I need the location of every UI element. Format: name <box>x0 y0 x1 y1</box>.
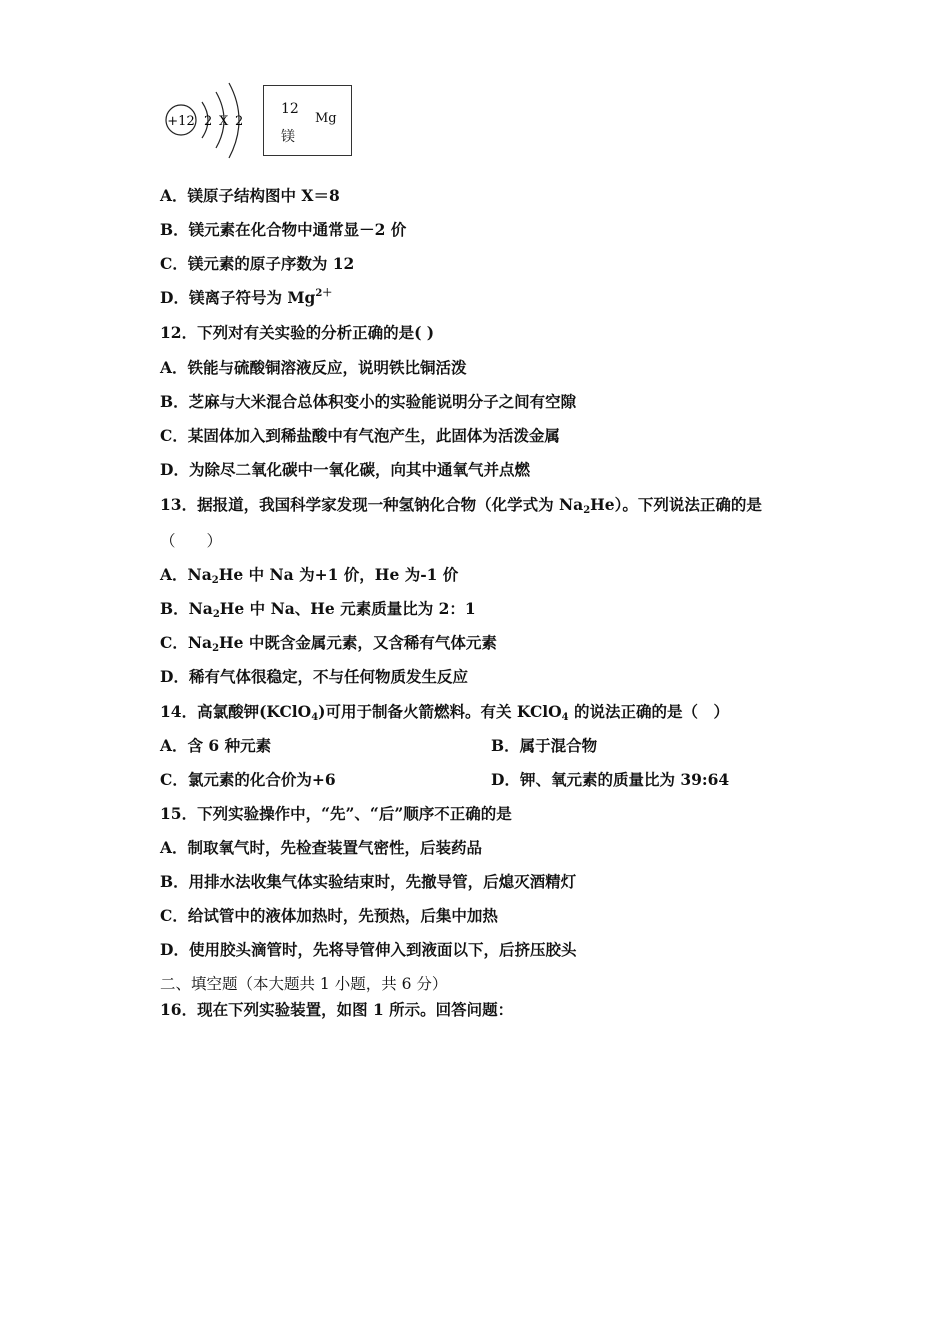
q12-stem: 12．下列对有关实验的分析正确的是( ) <box>160 323 435 342</box>
q11-option-a: A．镁原子结构图中 X＝8 <box>160 186 340 205</box>
q14-option-d: D．钾、氧元素的质量比为 39:64 <box>491 770 730 789</box>
q13-option-a-part1: A．Na <box>160 565 212 584</box>
shell-3-electrons: 2 <box>235 114 244 129</box>
q13-stem-part1: 13．据报道，我国科学家发现一种氢钠化合物（化学式为 Na <box>160 495 584 514</box>
magnesium-atom-structure-diagram <box>160 80 255 165</box>
q16-stem: 16．现在下列实验装置，如图 1 所示。回答问题： <box>160 1000 514 1019</box>
q12-option-d: D．为除尽二氧化碳中一氧化碳，向其中通氧气并点燃 <box>160 460 530 479</box>
q14-stem-part1: 14．高氯酸钾(KClO <box>160 702 312 721</box>
q15-option-c: C．给试管中的液体加热时，先预热，后集中加热 <box>160 906 498 925</box>
subscript: 2 <box>212 609 220 620</box>
q13-option-b <box>160 599 476 619</box>
q13-option-b-part1: B．Na <box>160 599 213 618</box>
q15-option-a: A．制取氧气时，先检查装置气密性，后装药品 <box>160 838 483 857</box>
element-name: 镁 <box>281 129 295 145</box>
section-heading-fill-in: 二、填空题（本大题共 1 小题，共 6 分） <box>160 975 448 993</box>
q13-stem <box>160 495 762 515</box>
q12-option-c: C．某固体加入到稀盐酸中有气泡产生，此固体为活泼金属 <box>160 426 560 445</box>
element-symbol: Mg <box>315 111 337 126</box>
q15-stem: 15．下列实验操作中，“先”、“后”顺序不正确的是 <box>160 804 512 823</box>
q11-option-d-text: D．镁离子符号为 Mg <box>160 288 316 307</box>
q15-option-d: D．使用胶头滴管时，先将导管伸入到液面以下，后挤压胶头 <box>160 940 577 959</box>
q13-option-a <box>160 565 458 585</box>
q12-option-a: A．铁能与硫酸铜溶液反应，说明铁比铜活泼 <box>160 358 467 377</box>
nucleus-charge: +12 <box>167 114 195 129</box>
q13-option-c-part2: He 中既含金属元素，又含稀有气体元素 <box>219 633 497 652</box>
subscript: 4 <box>311 712 319 723</box>
q14-option-b: B．属于混合物 <box>491 736 598 755</box>
q12-option-b: B．芝麻与大米混合总体积变小的实验能说明分子之间有空隙 <box>160 392 577 411</box>
q13-answer-paren: （ ） <box>160 532 223 550</box>
subscript: 2 <box>583 505 591 516</box>
q11-option-c: C．镁元素的原子序数为 12 <box>160 254 355 273</box>
atomic-number: 12 <box>281 101 299 117</box>
q15-option-b: B．用排水法收集气体实验结束时，先撤导管，后熄灭酒精灯 <box>160 872 577 891</box>
q13-option-d: D．稀有气体很稳定，不与任何物质发生反应 <box>160 667 468 686</box>
shell-1-electrons: 2 <box>204 114 213 129</box>
q11-option-d <box>160 288 332 308</box>
q14-option-a: A．含 6 种元素 <box>160 736 272 755</box>
periodic-table-cell <box>263 85 352 156</box>
subscript: 2 <box>211 575 219 586</box>
q14-stem <box>160 702 729 722</box>
charge-superscript: 2＋ <box>315 288 333 299</box>
q14-stem-part2: )可用于制备火箭燃料。有关 KClO <box>318 702 562 721</box>
subscript: 2 <box>212 643 220 654</box>
q13-option-a-part2: He 中 Na 为+1 价，He 为-1 价 <box>218 565 459 584</box>
q11-option-b: B．镁元素在化合物中通常显－2 价 <box>160 220 407 239</box>
q14-stem-part3: 的说法正确的是（ ） <box>568 702 730 721</box>
shell-2-electrons: X <box>219 114 229 129</box>
subscript: 4 <box>561 712 569 723</box>
q13-option-c <box>160 633 497 653</box>
q13-option-c-part1: C．Na <box>160 633 213 652</box>
q14-option-c: C．氯元素的化合价为+6 <box>160 770 336 789</box>
q13-stem-part2: He）。下列说法正确的是 <box>590 495 762 514</box>
q13-option-b-part2: He 中 Na、He 元素质量比为 2：1 <box>219 599 476 618</box>
